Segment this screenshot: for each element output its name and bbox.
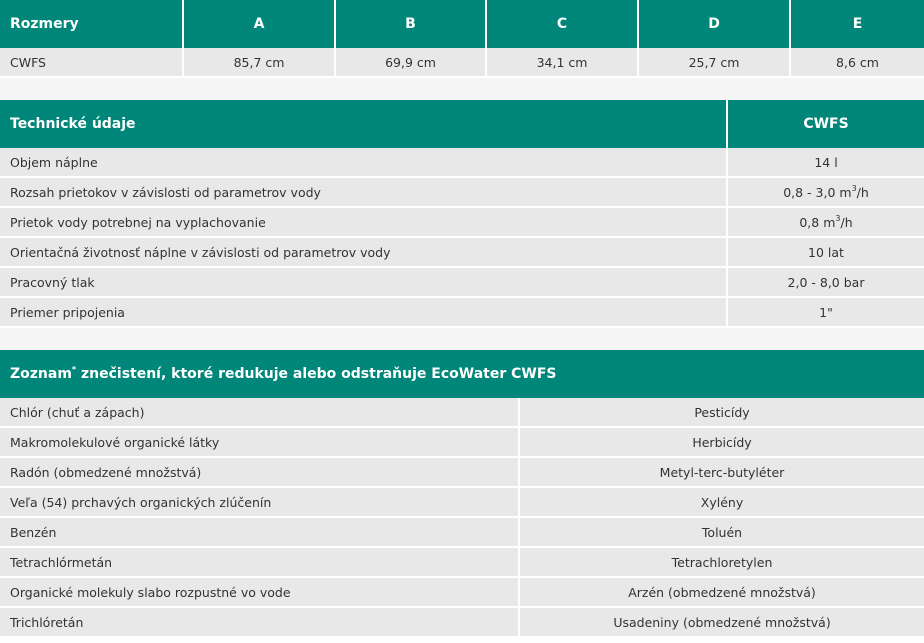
contaminant-item: Trichlóretán	[0, 607, 519, 637]
table-row	[0, 48, 924, 77]
technical-table	[0, 100, 924, 328]
contaminant-item: Chlór (chuť a zápach)	[0, 398, 519, 427]
table-row	[0, 607, 924, 637]
contaminant-item: Radón (obmedzené množstvá)	[0, 457, 519, 487]
contaminant-item: Benzén	[0, 517, 519, 547]
contaminant-item: Makromolekulové organické látky	[0, 427, 519, 457]
technical-header-label: Technické údaje	[0, 100, 727, 148]
dimensions-header-e: E	[790, 0, 924, 48]
section-gap	[0, 78, 924, 100]
technical-value: 2,0 - 8,0 bar	[727, 267, 924, 297]
contaminant-item: Xylény	[519, 487, 924, 517]
table-row	[0, 487, 924, 517]
section-gap	[0, 328, 924, 350]
table-row	[0, 207, 924, 237]
contaminant-item: Metyl-terc-butyléter	[519, 457, 924, 487]
dimensions-value-b: 69,9 cm	[335, 48, 486, 77]
table-row	[0, 398, 924, 427]
technical-value: 10 lat	[727, 237, 924, 267]
technical-label: Orientačná životnosť náplne v závislosti od parametrov vody	[0, 237, 727, 267]
contaminant-item: Tetrachlórmetán	[0, 547, 519, 577]
contaminants-title: Zoznam* znečistení, ktoré redukuje alebo odstraňuje EcoWater CWFS	[0, 350, 924, 398]
table-row	[0, 148, 924, 177]
technical-value: 14 l	[727, 148, 924, 177]
technical-value: 1"	[727, 297, 924, 327]
dimensions-header-label: Rozmery	[0, 0, 183, 48]
dimensions-header-d: D	[638, 0, 790, 48]
dimensions-model: CWFS	[0, 48, 183, 77]
dimensions-header-c: C	[486, 0, 638, 48]
table-row	[0, 297, 924, 327]
contaminant-item: Usadeniny (obmedzené množstvá)	[519, 607, 924, 637]
dimensions-table	[0, 0, 924, 78]
table-row	[0, 177, 924, 207]
contaminant-item: Toluén	[519, 517, 924, 547]
technical-label: Rozsah prietokov v závislosti od parametrov vody	[0, 177, 727, 207]
dimensions-value-c: 34,1 cm	[486, 48, 638, 77]
dimensions-value-d: 25,7 cm	[638, 48, 790, 77]
dimensions-value-a: 85,7 cm	[183, 48, 335, 77]
contaminant-item: Tetrachloretylen	[519, 547, 924, 577]
technical-label: Priemer pripojenia	[0, 297, 727, 327]
table-row	[0, 577, 924, 607]
table-row	[0, 427, 924, 457]
contaminant-item: Herbicídy	[519, 427, 924, 457]
table-row	[0, 237, 924, 267]
dimensions-header-a: A	[183, 0, 335, 48]
technical-value: 0,8 $m^3/h$	[727, 207, 924, 237]
technical-label: Prietok vody potrebnej na vyplachovanie	[0, 207, 727, 237]
contaminant-item: Veľa (54) prchavých organických zlúčenín	[0, 487, 519, 517]
contaminant-item: Arzén (obmedzené množstvá)	[519, 577, 924, 607]
table-row	[0, 267, 924, 297]
contaminant-item: Pesticídy	[519, 398, 924, 427]
technical-value: 0,8 - 3,0 $m^3/h$	[727, 177, 924, 207]
dimensions-header-b: B	[335, 0, 486, 48]
table-row	[0, 547, 924, 577]
technical-label: Pracovný tlak	[0, 267, 727, 297]
table-row	[0, 517, 924, 547]
contaminant-item: Organické molekuly slabo rozpustné vo vode	[0, 577, 519, 607]
dimensions-value-e: 8,6 cm	[790, 48, 924, 77]
technical-label: Objem náplne	[0, 148, 727, 177]
technical-header-model: CWFS	[727, 100, 924, 148]
table-row	[0, 457, 924, 487]
contaminants-table	[0, 350, 924, 638]
